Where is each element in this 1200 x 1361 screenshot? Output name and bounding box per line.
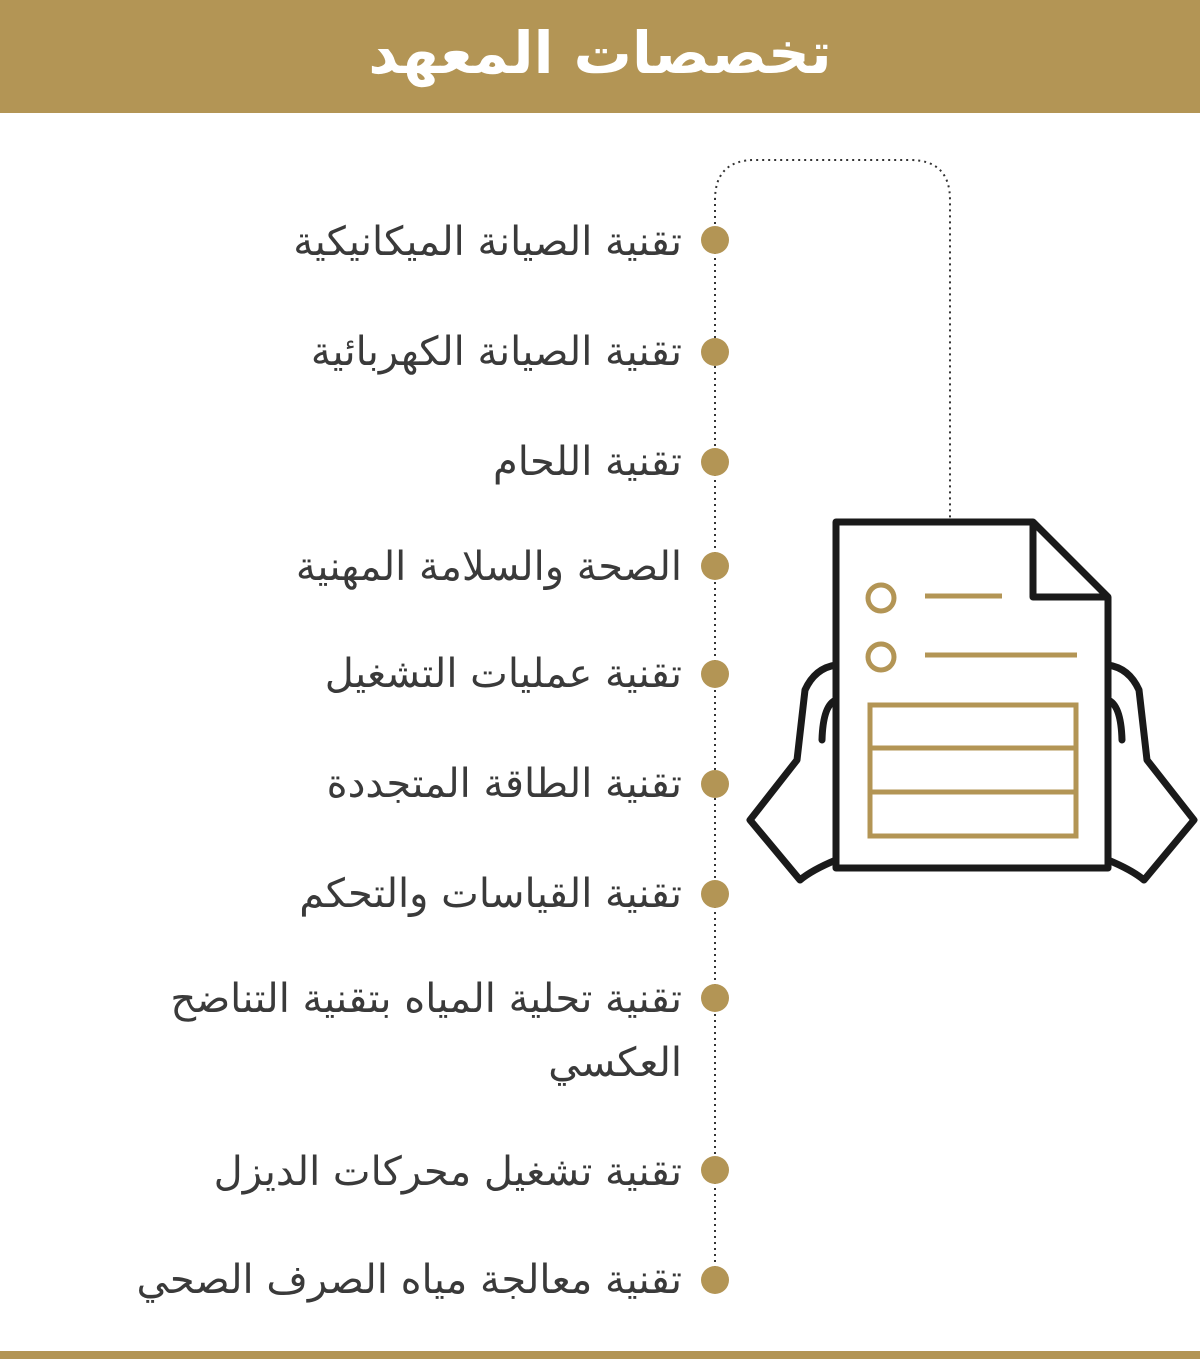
bullet-dot [701, 984, 729, 1012]
bullet-dot [701, 1156, 729, 1184]
bullet-dot [701, 448, 729, 476]
list-item: تقنية الصيانة الميكانيكية [293, 219, 682, 265]
right-hand-icon [1108, 665, 1194, 880]
bullet-dot [701, 338, 729, 366]
list-item: تقنية الصيانة الكهربائية [310, 329, 682, 375]
bullet-group [701, 226, 729, 1294]
list-item: تقنية اللحام [493, 439, 682, 485]
list-item: تقنية القياسات والتحكم [299, 871, 682, 917]
list-item: تقنية عمليات التشغيل [324, 651, 682, 697]
bullet-dot [701, 770, 729, 798]
document-held-in-hands-icon [750, 522, 1194, 880]
list-item: تقنية تحلية المياه بتقنية التناضح العكسي [170, 976, 682, 1086]
list-item: تقنية معالجة مياه الصرف الصحي [136, 1257, 682, 1303]
bullet-dot [701, 880, 729, 908]
bullet-dot [701, 1266, 729, 1294]
bullet-dot [701, 226, 729, 254]
list-item: تقنية الطاقة المتجددة [326, 761, 682, 807]
bullet-dot [701, 660, 729, 688]
left-hand-icon [750, 665, 836, 880]
list-item: تقنية تشغيل محركات الديزل [213, 1149, 682, 1195]
bullet-dot [701, 552, 729, 580]
page-title: تخصصات المعهد [368, 19, 832, 87]
document-icon [836, 522, 1108, 868]
bottom-divider [0, 1351, 1200, 1359]
list-item: الصحة والسلامة المهنية [295, 544, 682, 590]
